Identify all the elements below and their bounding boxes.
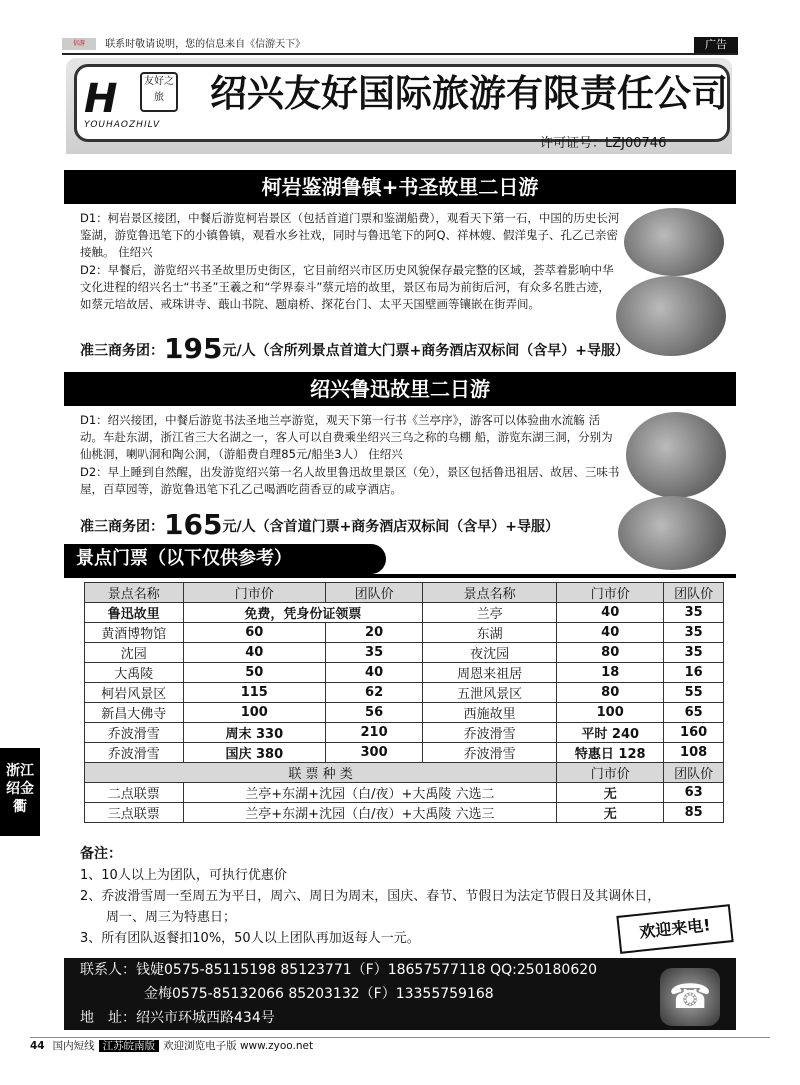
table-row: [85, 723, 724, 743]
table-row: [85, 743, 724, 763]
table-cell: 西施故里: [423, 703, 557, 723]
header-cell: 门市价: [557, 583, 664, 603]
license-number: 许可证号：LZJ00746: [540, 136, 667, 151]
address-label: 地 址：: [80, 1010, 136, 1026]
table-cell: 35: [664, 603, 724, 623]
table-cell: 国庆 380: [183, 743, 325, 763]
table-row: [85, 663, 724, 683]
tour-2-photo-1: [626, 412, 726, 498]
footer-edition: 江苏皖南版: [99, 1040, 160, 1052]
tickets-heading: 景点门票（以下仅供参考）: [64, 544, 386, 574]
company-logo-icon: H: [84, 76, 118, 122]
header-cell: 联 票 种 类: [85, 763, 557, 783]
tour-1-price: [80, 332, 629, 365]
table-cell: 63: [664, 783, 724, 803]
tour-1-title: 柯岩鉴湖鲁镇+书圣故里二日游: [64, 170, 736, 204]
table-cell: 乔波滑雪: [423, 743, 557, 763]
table-cell: 二点联票: [85, 783, 184, 803]
company-logo-subtitle: YOUHAOZHILV: [84, 120, 161, 130]
table-cell: 65: [664, 703, 724, 723]
table-cell: 特惠日 128: [557, 743, 664, 763]
contact-line-1: [64, 958, 736, 982]
price-amount: 165: [164, 508, 223, 541]
day-label: D2：: [80, 465, 108, 479]
table-row: [85, 603, 724, 623]
page-footer: [30, 1037, 770, 1054]
price-suffix: 元/人（含首道门票+商务酒店双标间（含早）+导服）: [222, 519, 560, 535]
table-cell: 35: [326, 643, 423, 663]
table-cell: 108: [664, 743, 724, 763]
tour-2-day2: [80, 464, 620, 498]
top-notice-text: 联系时敬请说明，您的信息来自《信游天下》: [105, 39, 306, 50]
day-label: D2：: [80, 263, 108, 277]
ticket-price-table: [84, 582, 724, 823]
table-cell: 无: [557, 803, 664, 823]
table-cell: 300: [326, 743, 423, 763]
table-cell: 东湖: [423, 623, 557, 643]
table-cell: 40: [557, 603, 664, 623]
table-cell: 鲁迅故里: [85, 603, 184, 623]
day-text: 绍兴接团，中餐后游览书法圣地兰亭游览，观天下第一行书《兰亭序》，游客可以体验曲水流觞 活动。车赴东湖，浙江省三大名湖之一，客人可以自费乘坐绍兴三乌之称的乌棚 船，游览东湖三洞，分别为仙桃洞，喇叭洞和陶公洞，（游船费自理85元/船坐3人） 住绍兴: [80, 413, 613, 461]
table-cell: 55: [664, 683, 724, 703]
header-cell: 门市价: [183, 583, 325, 603]
tickets-heading-rule: [64, 574, 736, 578]
publication-logo: 信游: [62, 38, 96, 50]
table-row: [85, 683, 724, 703]
welcome-call-badge: 欢迎来电!: [616, 904, 733, 954]
table-cell: 100: [183, 703, 325, 723]
note-item: 周一、周三为特惠日；: [106, 910, 237, 925]
table-cell: 兰亭: [423, 603, 557, 623]
table-header-row: [85, 583, 724, 603]
contact-block: [64, 958, 736, 1030]
contact-address-line: [64, 1006, 736, 1030]
page-number: 44: [30, 1040, 45, 1052]
table-row: [85, 623, 724, 643]
tour-2-title: 绍兴鲁迅故里二日游: [64, 372, 736, 406]
table-cell: 50: [183, 663, 325, 683]
table-cell: 40: [326, 663, 423, 683]
table-cell: 40: [183, 643, 325, 663]
table-cell: 60: [183, 623, 325, 643]
table-cell: 210: [326, 723, 423, 743]
table-cell: 新昌大佛寺: [85, 703, 184, 723]
table-cell: 兰亭+东湖+沈园（白/夜）+大禹陵 六选三: [183, 803, 557, 823]
day-label: D1：: [80, 211, 108, 225]
table-row: [85, 783, 724, 803]
table-row: [85, 643, 724, 663]
company-seal: 友好之旅: [140, 72, 178, 112]
table-cell: 大禹陵: [85, 663, 184, 683]
note-item: 1、10人以上为团队，可执行优惠价: [80, 868, 287, 883]
contact-label: 联系人：: [80, 962, 136, 978]
table-cell: 40: [557, 623, 664, 643]
table-cell: 周恩来祖居: [423, 663, 557, 683]
table-cell: 三点联票: [85, 803, 184, 823]
region-side-tab: 浙江绍金衢: [0, 748, 40, 836]
table-cell: 20: [326, 623, 423, 643]
table-row: [85, 703, 724, 723]
tour-1-photo-2: [616, 276, 726, 356]
telephone-icon: ☎: [660, 968, 720, 1026]
table-cell: 18: [557, 663, 664, 683]
header-cell: 团队价: [664, 763, 724, 783]
table-cell: 夜沈园: [423, 643, 557, 663]
tour-1-day1: [80, 210, 620, 261]
tour-1-photo-1: [624, 208, 724, 276]
table-cell: 80: [557, 643, 664, 663]
table-cell: 乔波滑雪: [85, 743, 184, 763]
table-cell: 五泄风景区: [423, 683, 557, 703]
table-cell: 柯岩风景区: [85, 683, 184, 703]
table-cell: 黄酒博物馆: [85, 623, 184, 643]
table-cell: 兰亭+东湖+沈园（白/夜）+大禹陵 六选二: [183, 783, 557, 803]
day-text: 早餐后，游览绍兴书圣故里历史街区，它目前绍兴市区历史风貌保存最完整的区域，荟萃着影响中华文化进程的绍兴名士“书圣”王羲之和“学界泰斗”蔡元培的故里，景区布局为前街后河，有众多名胜古迹，如蔡元培故居、戒珠讲寺、蕺山书院、题扇桥、探花台门、太平天国壁画等镶嵌在街弄间。: [80, 263, 614, 311]
note-item: 2、乔波滑雪周一至周五为平日，周六、周日为周末，国庆、春节、节假日为法定节假日及其调休日，: [80, 889, 661, 904]
table-cell: 周末 330: [183, 723, 325, 743]
table-cell: 35: [664, 623, 724, 643]
table-row: [85, 803, 724, 823]
combo-header-row: [85, 763, 724, 783]
table-cell: 沈园: [85, 643, 184, 663]
top-notice-bar: [62, 37, 738, 55]
table-cell: 56: [326, 703, 423, 723]
table-cell: 乔波滑雪: [423, 723, 557, 743]
footer-section: 国内短线: [52, 1040, 95, 1052]
table-cell: 160: [664, 723, 724, 743]
price-prefix: 准三商务团：: [80, 519, 164, 535]
table-cell: 115: [183, 683, 325, 703]
note-item: 3、所有团队返餐扣10%，50人以上团队再加返每人一元。: [80, 931, 420, 946]
tour-2-price: [80, 508, 559, 541]
table-cell: 无: [557, 783, 664, 803]
table-cell: 35: [664, 643, 724, 663]
company-name: 绍兴友好国际旅游有限责任公司: [210, 72, 728, 115]
ad-label: 广告: [694, 37, 738, 53]
price-amount: 195: [164, 332, 223, 365]
table-cell: 85: [664, 803, 724, 823]
tour-2-photo-2: [618, 496, 726, 570]
header-cell: 景点名称: [85, 583, 184, 603]
header-cell: 景点名称: [423, 583, 557, 603]
table-cell: 平时 240: [557, 723, 664, 743]
day-text: 早上睡到自然醒，出发游览绍兴第一名人故里鲁迅故里景区（免），景区包括鲁迅祖居、故居、三味书屋，百草园等，游览鲁迅笔下孔乙己喝酒吃茴香豆的咸亨酒店。: [80, 465, 620, 496]
tour-1-day2: [80, 262, 620, 313]
table-cell: 免费，凭身份证领票: [183, 603, 423, 623]
table-cell: 乔波滑雪: [85, 723, 184, 743]
table-cell: 80: [557, 683, 664, 703]
tour-2-day1: [80, 412, 620, 463]
header-cell: 团队价: [664, 583, 724, 603]
footer-site: 欢迎浏览电子版 www.zyoo.net: [163, 1040, 314, 1052]
address-text: 绍兴市环城西路434号: [136, 1010, 275, 1026]
price-suffix: 元/人（含所列景点首道大门票+商务酒店双标间（含早）+导服）: [222, 343, 630, 359]
table-cell: 100: [557, 703, 664, 723]
contact-qian: 钱婕0575-85115198 85123771（F）18657577118 QQ:250180620: [136, 962, 598, 978]
day-label: D1：: [80, 413, 108, 427]
table-cell: 16: [664, 663, 724, 683]
day-text: 柯岩景区接团，中餐后游览柯岩景区（包括首道门票和鉴湖船费），观看天下第一石，中国的历史长河鉴湖，游览鲁迅笔下的小镇鲁镇，观看水乡社戏，同时与鲁迅笔下的阿Q、祥林嫂、假洋鬼子、孔乙己亲密接触。 住绍兴: [80, 211, 620, 259]
table-cell: 62: [326, 683, 423, 703]
header-cell: 团队价: [326, 583, 423, 603]
price-prefix: 准三商务团：: [80, 343, 164, 359]
contact-jin: 金梅0575-85132066 85203132（F）13355759168: [144, 986, 494, 1002]
notes-title: 备注：: [80, 846, 122, 862]
header-cell: 门市价: [557, 763, 664, 783]
